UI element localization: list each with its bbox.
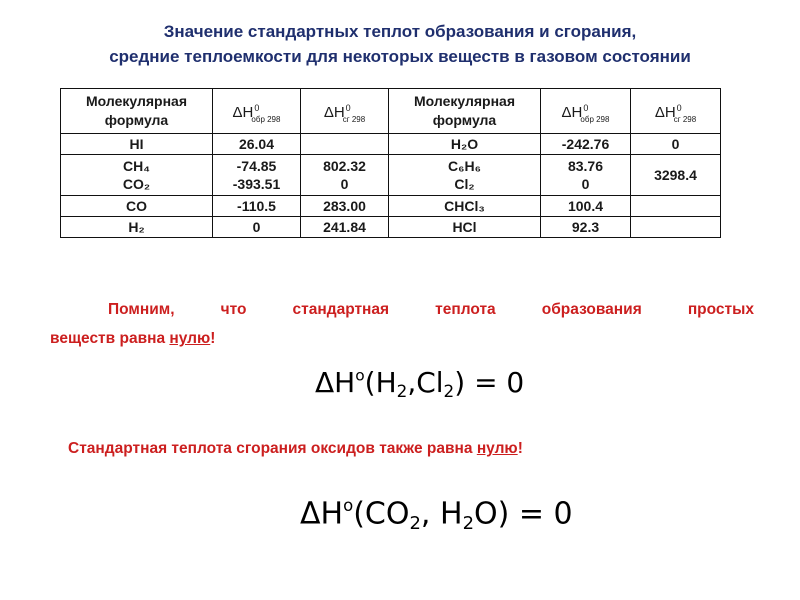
cell-formula: CH₄ CO₂ xyxy=(61,155,213,196)
note-simple-substances-line1: Помним, что стандартная теплота образования простых xyxy=(108,301,754,318)
equation-oxides: $\Delta H^o(CO_2$, $H_2O) = 0$ xyxy=(300,496,573,534)
header-dh-combustion-right: $\Delta H^0сг$ 298 xyxy=(631,89,721,134)
cell-formula: H₂O xyxy=(389,134,541,155)
cell-formula: HCl xyxy=(389,217,541,238)
cell-combustion xyxy=(631,196,721,217)
table-row xyxy=(61,155,721,196)
title-line-1: Значение стандартных теплот образования и сгорания, xyxy=(163,22,637,41)
cell-formation: 26.04 xyxy=(213,134,301,155)
cell-formula: HI xyxy=(61,134,213,155)
cell-combustion: 0 xyxy=(631,134,721,155)
cell-formation: -242.76 xyxy=(541,134,631,155)
cell-combustion: 3298.4 xyxy=(631,155,721,196)
thermo-table xyxy=(60,88,721,238)
note-simple-substances-line2: веществ равна нулю! xyxy=(50,330,216,347)
note-oxides: Стандартная теплота сгорания оксидов также равна нулю! xyxy=(68,440,523,457)
cell-formation: -110.5 xyxy=(213,196,301,217)
cell-formula: H₂ xyxy=(61,217,213,238)
header-dh-formation-right: $\Delta H^0обр$ 298 xyxy=(541,89,631,134)
equation-simple-substances: $\Delta H^o(H_2,Cl_2) = 0$ xyxy=(315,366,525,402)
title-line-2: средние теплоемкости для некоторых веществ в газовом состоянии xyxy=(109,47,691,66)
cell-formation: -74.85 -393.51 xyxy=(213,155,301,196)
table-row xyxy=(61,134,721,155)
cell-formation: 92.3 xyxy=(541,217,631,238)
table-row xyxy=(61,217,721,238)
cell-formula: C₆H₆ Cl₂ xyxy=(389,155,541,196)
cell-formation: 100.4 xyxy=(541,196,631,217)
cell-combustion: 283.00 xyxy=(301,196,389,217)
header-dh-combustion-left: $\Delta H^0сг$ 298 xyxy=(301,89,389,134)
cell-formation: 83.76 0 xyxy=(541,155,631,196)
table-header-row xyxy=(61,89,721,134)
cell-formation: 0 xyxy=(213,217,301,238)
cell-combustion xyxy=(301,134,389,155)
header-dh-formation-left: $\Delta H^0обр$ 298 xyxy=(213,89,301,134)
cell-formula: CHCl₃ xyxy=(389,196,541,217)
header-formula-left: Молекулярная формула xyxy=(61,89,213,134)
cell-combustion: 241.84 xyxy=(301,217,389,238)
cell-combustion: 802.32 0 xyxy=(301,155,389,196)
cell-combustion xyxy=(631,217,721,238)
cell-formula: CO xyxy=(61,196,213,217)
table-row xyxy=(61,196,721,217)
header-formula-right: Молекулярная формула xyxy=(389,89,541,134)
